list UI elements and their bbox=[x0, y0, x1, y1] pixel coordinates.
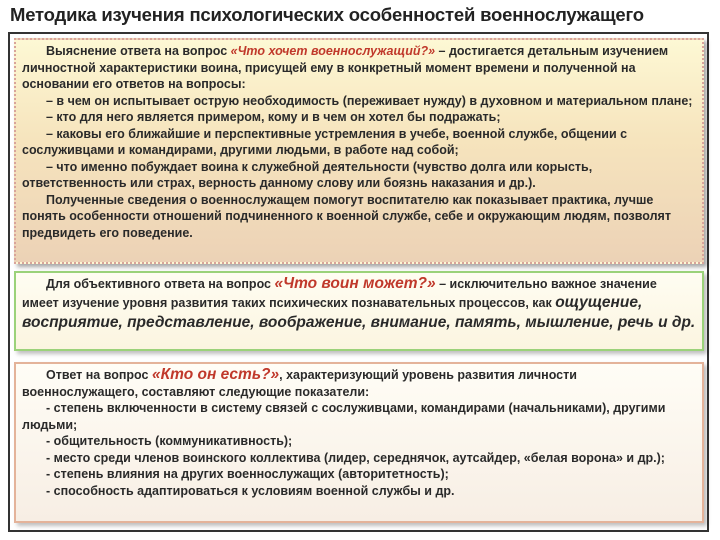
who-intro-rest: , характеризующий уровень развития личности военнослужащего, составляют следующие показатели: bbox=[22, 368, 577, 399]
want-conclusion: Полученные сведения о военнослужащем помогут воспитателю как показывает практика, лучше понять особенности отношений подчиненного к военной службе, себе и окружающим людям, позволят предвидеть его поведение. bbox=[22, 192, 671, 240]
who-question: «Кто он есть?» bbox=[151, 366, 280, 383]
who-item-1: - степень включенности в систему связей с сослуживцами, командирами (начальниками), другими людьми; bbox=[22, 401, 666, 432]
who-intro bbox=[22, 367, 696, 400]
can-rest: – исключительно важное значение имеет изучение уровня развития таких психических познавательных процессов, как bbox=[22, 277, 657, 310]
can-intro: Для объективного ответа на вопрос bbox=[46, 277, 275, 291]
who-section bbox=[14, 362, 704, 523]
who-item-4: - степень влияния на других военнослужащих (авторитетность); bbox=[46, 467, 449, 481]
want-intro-rest: – достигается детальным изучением личностной характеристики воина, присущей ему в конкретный момент времени и полученной на основании его ответов на вопросы: bbox=[22, 44, 669, 91]
want-item-2: – кто для него является примером, кому и в чем он хотел бы подражать; bbox=[46, 110, 501, 124]
can-process-list: ощущение, восприятие, представление, воображение, внимание, память, мышление, речь и др. bbox=[22, 293, 696, 331]
page-title: Методика изучения психологических особенностей военнослужащего bbox=[10, 4, 644, 25]
want-intro bbox=[22, 43, 696, 93]
want-question: «Что хочет военнослужащий?» bbox=[230, 44, 436, 58]
want-item-1: – в чем он испытывает острую необходимость (переживает нужду) в духовном и материальном плане; bbox=[46, 93, 693, 108]
who-item-5: - способность адаптироваться к условиям военной службы и др. bbox=[46, 483, 455, 498]
who-intro-text: Ответ на вопрос bbox=[46, 368, 152, 382]
who-item-2: - общительность (коммуникативность); bbox=[46, 434, 293, 448]
want-intro-text: Выяснение ответа на вопрос bbox=[46, 44, 231, 58]
want-item-4: – что именно побуждает воина к служебной деятельности (чувство долга или корысть, ответственность или страх, верность данному слову или боязнь наказания и др.). bbox=[22, 159, 593, 190]
want-section bbox=[14, 38, 704, 264]
can-section bbox=[14, 271, 704, 351]
can-text bbox=[22, 276, 696, 333]
can-question: «Что воин может?» bbox=[274, 275, 436, 292]
want-item-3: – каковы его ближайшие и перспективные устремления в учебе, военной службе, общении с сослуживцами и командирами, другими людьми, в работе над собой; bbox=[22, 126, 628, 157]
who-item-3: - место среди членов воинского коллектива (лидер, середнячок, аутсайдер, «белая ворона» и др.); bbox=[46, 450, 665, 465]
